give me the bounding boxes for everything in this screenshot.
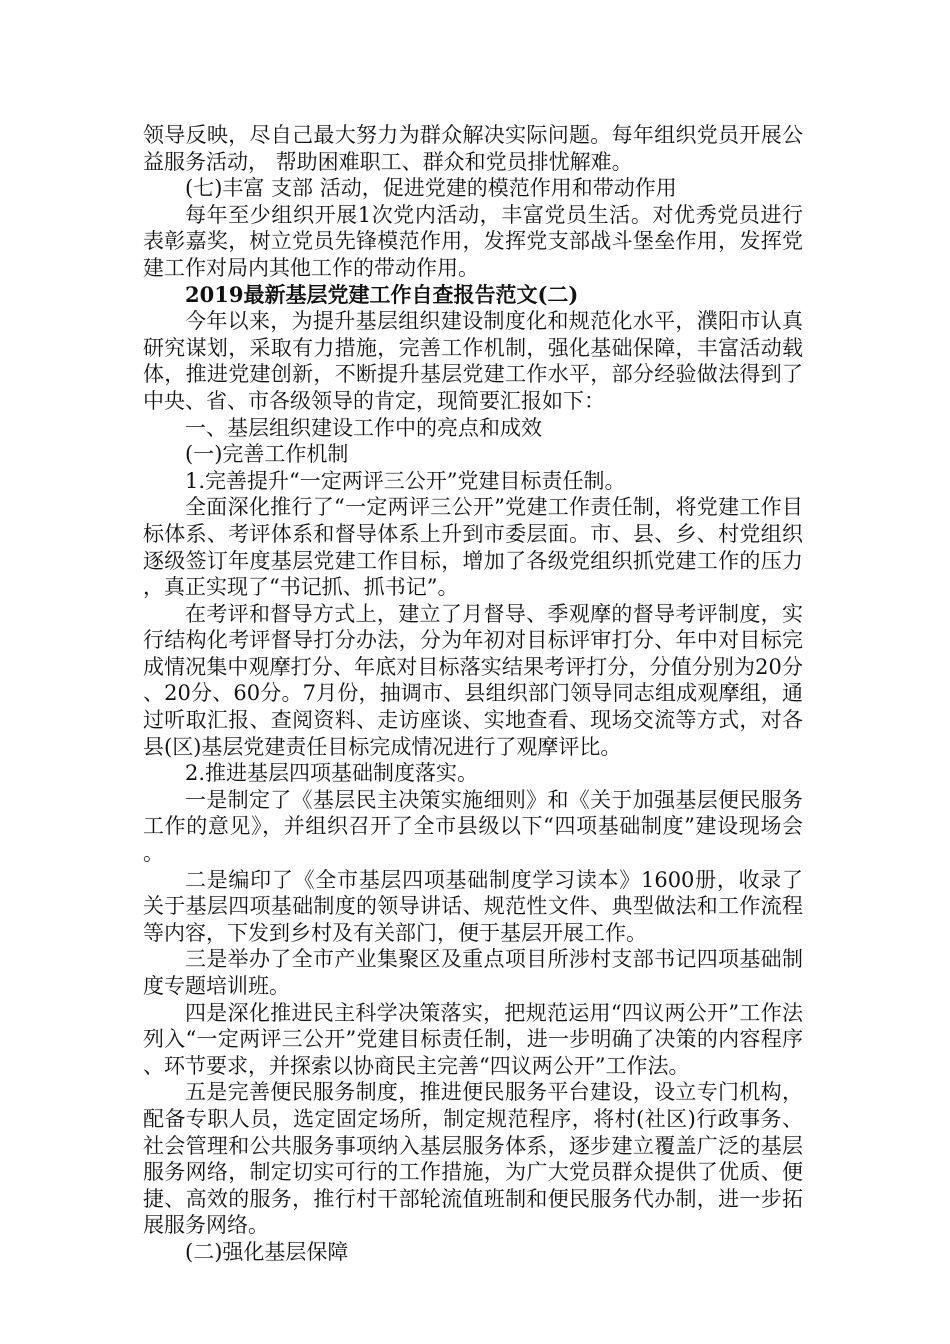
subsection-heading-2: (二)强化基层保障 <box>185 1239 349 1264</box>
section-heading-7: (七)丰富 支部 活动，促进党建的模范作用和带动作用 <box>185 176 677 201</box>
paragraph-evaluation: 在考评和督导方式上，建立了月督导、季观摩的督导考评制度，实行结构化考评督导打分办法，分为年初对目标评审打分、年中对目标完成情况集中观摩打分、年底对目标落实结果考评打分，分值分别为20分、20分、60分。7月份，抽调市、县组织部门领导同志组成观摩组，通过听取汇报、查阅资料、走访座谈、实地查看、现场交流等方式，对各县(区)基层党建责任目标完成情况进行了观摩评比。 <box>143 601 803 759</box>
paragraph-point-4: 四是深化推进民主科学决策落实，把规范运用“四议两公开”工作法列入“一定两评三公开”党建目标责任制，进一步明确了决策的内容程序、环节要求，并探索以协商民主完善“四议两公开”工作法。 <box>143 1000 803 1078</box>
paragraph-point-2: 二是编印了《全市基层四项基础制度学习读本》1600册，收录了关于基层四项基础制度的领导讲话、规范性文件、典型做法和工作流程等内容，下发到乡村及有关部门，便于基层开展工作。 <box>143 867 803 945</box>
section-heading-1: 一、基层组织建设工作中的亮点和成效 <box>185 415 542 440</box>
paragraph-point-1: 一是制定了《基层民主决策实施细则》和《关于加强基层便民服务工作的意见》，并组织召开了全市县级以下“四项基础制度”建设现场会。 <box>143 787 803 866</box>
item-heading-1: 1.完善提升“一定两评三公开”党建目标责任制。 <box>185 468 626 493</box>
paragraph-1: 领导反映，尽自己最大努力为群众解决实际问题。每年组织党员开展公益服务活动， 帮助困难职工、群众和党员排忧解难。 <box>143 123 803 174</box>
paragraph-3: 每年至少组织开展1次党内活动，丰富党员生活。对优秀党员进行表彰嘉奖，树立党员先锋模范作用，发挥党支部战斗堡垒作用，发挥党建工作对局内其他工作的带动作用。 <box>143 202 803 280</box>
paragraph-intro: 今年以来，为提升基层组织建设制度化和规范化水平，濮阳市认真研究谋划，采取有力措施，完善工作机制，强化基础保障，丰富活动载体，推进党建创新，不断提升基层党建工作水平，部分经验做法得到了中央、省、市各级领导的肯定，现简要汇报如下： <box>143 309 803 413</box>
item-heading-2: 2.推进基层四项基础制度落实。 <box>185 761 479 786</box>
paragraph-responsibility: 全面深化推行了“一定两评三公开”党建工作责任制，将党建工作目标体系、考评体系和督导体系上升到市委层面。市、县、乡、村党组织逐级签订年度基层党建工作目标，增加了各级党组织抓党建工作的压力，真正实现了“书记抓、抓书记”。 <box>143 495 803 600</box>
report-title: 2019最新基层党建工作自查报告范文(二) <box>185 281 579 307</box>
paragraph-point-5: 五是完善便民服务制度，推进便民服务平台建设，设立专门机构，配备专职人员，选定固定场所，制定规范程序，将村(社区)行政事务、社会管理和公共服务事项纳入基层服务体系，逐步建立覆盖广泛的基层服务网络，制定切实可行的工作措施，为广大党员群众提供了优质、便捷、高效的服务，推行村干部轮流值班制和便民服务代办制，进一步拓展服务网络。 <box>143 1080 803 1238</box>
paragraph-point-3: 三是举办了全市产业集聚区及重点项目所涉村支部书记四项基础制度专题培训班。 <box>143 947 803 998</box>
subsection-heading-1: (一)完善工作机制 <box>185 442 349 467</box>
document-page <box>143 122 803 1266</box>
